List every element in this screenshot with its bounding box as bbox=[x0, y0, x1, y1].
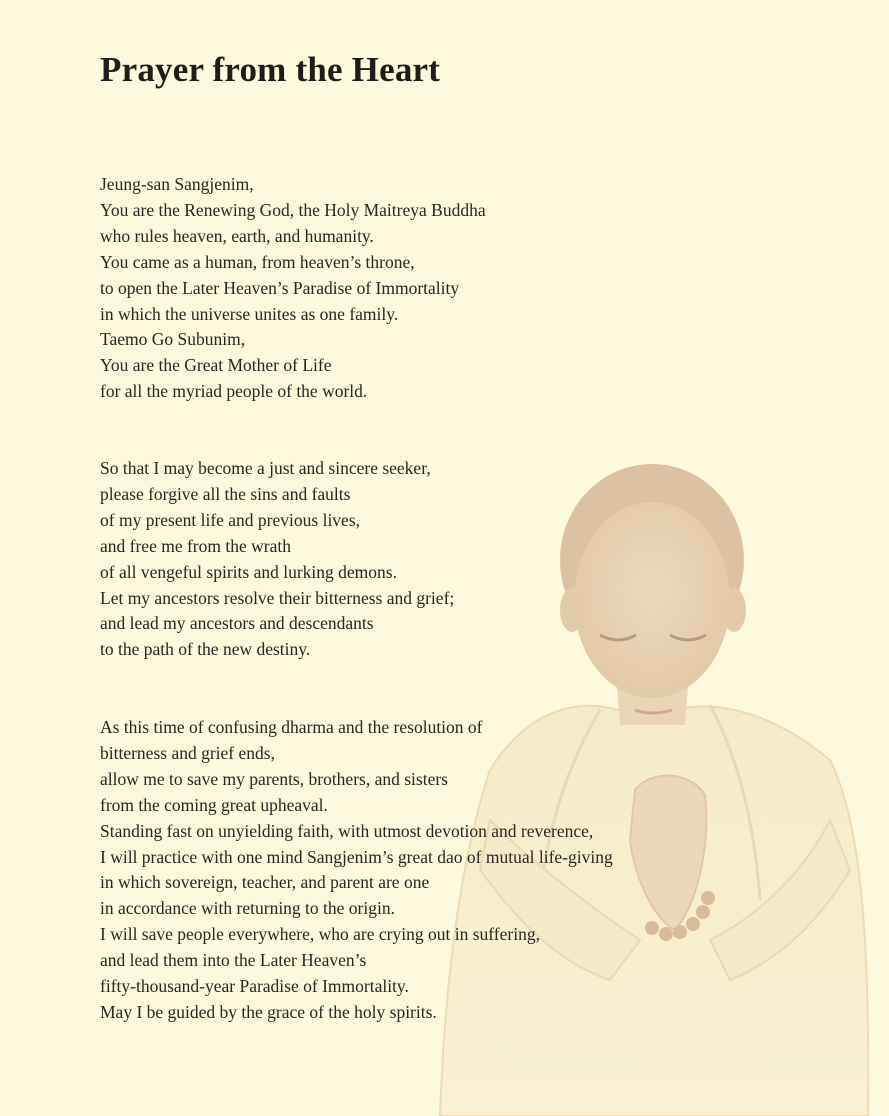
prayer-line: I will save people everywhere, who are crying out in suffering, bbox=[100, 924, 540, 945]
prayer-line: Let my ancestors resolve their bitterness and grief; bbox=[100, 587, 455, 608]
prayer-line: and lead them into the Later Heaven’s bbox=[100, 950, 367, 971]
prayer-line: You came as a human, from heaven’s throne, bbox=[100, 251, 415, 272]
prayer-line: Standing fast on unyielding faith, with utmost devotion and reverence, bbox=[100, 820, 594, 841]
prayer-line: in which the universe unites as one family. bbox=[100, 303, 399, 324]
prayer-line: and lead my ancestors and descendants bbox=[100, 613, 374, 634]
stanza-2 bbox=[100, 456, 454, 663]
prayer-line: and free me from the wrath bbox=[100, 535, 291, 556]
prayer-line: May I be guided by the grace of the holy spirits. bbox=[100, 1001, 437, 1022]
prayer-line: allow me to save my parents, brothers, and sisters bbox=[100, 768, 448, 789]
ear-left bbox=[560, 588, 584, 632]
prayer-line: please forgive all the sins and faults bbox=[100, 483, 351, 504]
stanza-1 bbox=[100, 172, 486, 405]
stanza-3 bbox=[100, 715, 613, 1026]
prayer-line: of my present life and previous lives, bbox=[100, 509, 361, 530]
prayer-line: for all the myriad people of the world. bbox=[100, 381, 368, 402]
prayer-line: of all vengeful spirits and lurking demons. bbox=[100, 561, 397, 582]
face-shape bbox=[574, 502, 730, 698]
prayer-line: to the path of the new destiny. bbox=[100, 639, 311, 660]
prayer-line: fifty-thousand-year Paradise of Immortality. bbox=[100, 976, 409, 997]
prayer-line: You are the Great Mother of Life bbox=[100, 355, 332, 376]
page-title: Prayer from the Heart bbox=[100, 50, 441, 89]
prayer-line: in which sovereign, teacher, and parent are one bbox=[100, 872, 430, 893]
prayer-line: bitterness and grief ends, bbox=[100, 742, 275, 763]
ear-right bbox=[722, 588, 746, 632]
prayer-line: to open the Later Heaven’s Paradise of Immortality bbox=[100, 277, 460, 298]
prayer-line: in accordance with returning to the origin. bbox=[100, 898, 395, 919]
prayer-line: Jeung-san Sangjenim, bbox=[100, 174, 254, 194]
prayer-line: I will practice with one mind Sangjenim’s great dao of mutual life-giving bbox=[100, 846, 613, 867]
prayer-line: So that I may become a just and sincere seeker, bbox=[100, 458, 431, 478]
prayer-line: You are the Renewing God, the Holy Maitreya Buddha bbox=[100, 199, 486, 220]
prayer-line: from the coming great upheaval. bbox=[100, 794, 328, 815]
prayer-line: who rules heaven, earth, and humanity. bbox=[100, 225, 374, 246]
prayer-line: Taemo Go Subunim, bbox=[100, 329, 246, 350]
prayer-line: As this time of confusing dharma and the resolution of bbox=[100, 717, 483, 737]
